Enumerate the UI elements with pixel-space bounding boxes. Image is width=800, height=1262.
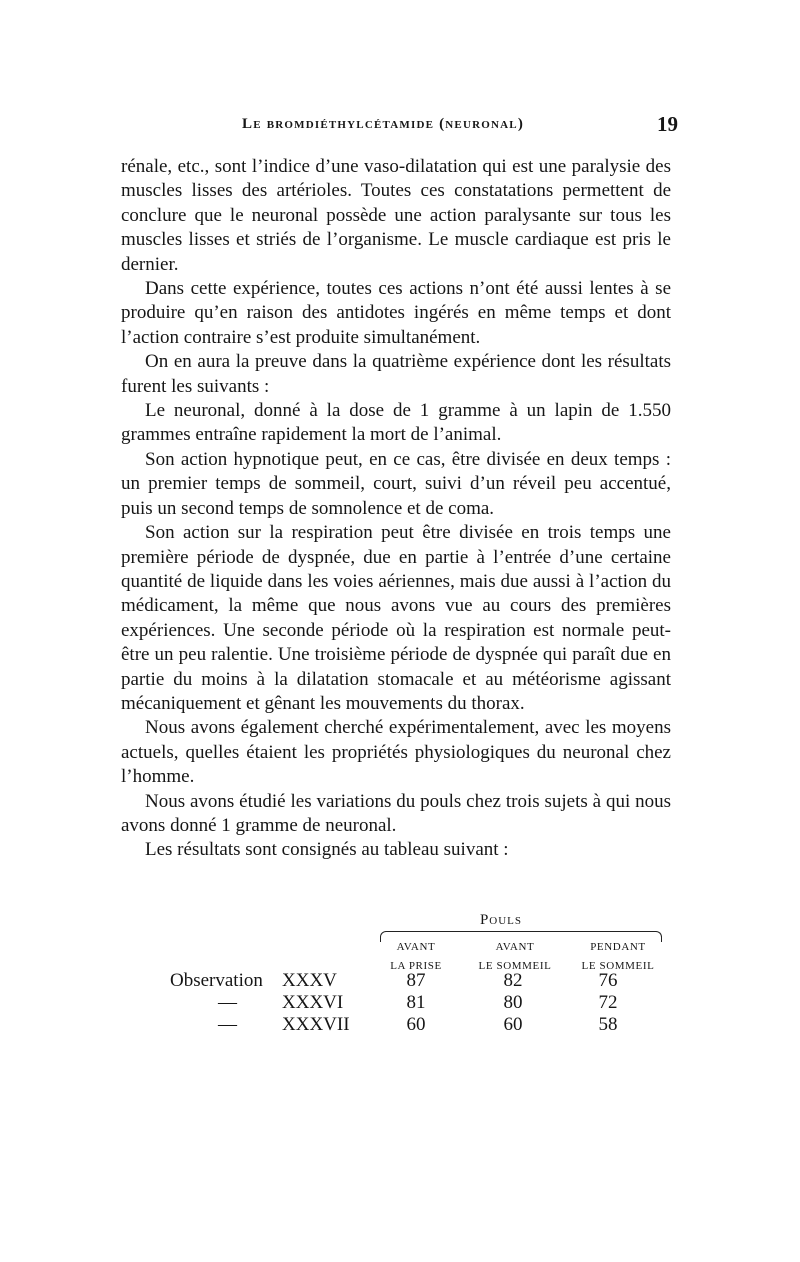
running-header — [242, 112, 678, 144]
pulse-table — [170, 912, 670, 1035]
row-dash: — — [218, 1014, 237, 1035]
cell-value: 60 — [406, 1014, 426, 1035]
table-row — [170, 992, 670, 1014]
column-header-line: AVANT — [396, 941, 436, 953]
paragraph: Nous avons étudié les variations du pouls chez trois sujets à qui nous avons donné 1 gramme de neuronal. — [121, 790, 671, 836]
cell-value: 87 — [406, 970, 426, 991]
body-text — [121, 155, 671, 863]
cell-value: 82 — [503, 970, 523, 991]
paragraph: Son action sur la respiration peut être divisée en trois temps une première période de dyspnée, due en partie à l’entrée d’une certaine quantité de liquide dans les voies aériennes, mais due aussi à l’action du médicament, la même que nous avons vue au cours des premières expériences. Une seconde période où la respiration est normale peut-être un peu ralentie. Une troisième période de dyspnée qui paraît due en partie du moins à la dilatation stomacale et au météorisme agissant mécaniquement et gênant les mouvements du thorax. — [121, 522, 671, 714]
paragraph: On en aura la preuve dans la quatrième expérience dont les résultats furent les suivants : — [121, 351, 671, 397]
row-roman: XXXVI — [282, 992, 344, 1013]
row-roman: XXXV — [282, 970, 337, 991]
table-group-header: Pouls — [479, 912, 523, 928]
cell-value: 81 — [406, 992, 426, 1013]
column-header-line: LA PRISE — [390, 960, 442, 972]
row-label: Observation — [170, 970, 263, 991]
paragraph: Le neuronal, donné à la dose de 1 gramme à un lapin de 1.550 grammes entraîne rapidement la mort de l’animal. — [121, 400, 671, 446]
paragraph: Nous avons également cherché expérimentalement, avec les moyens actuels, quelles étaient les propriétés physiologiques du neuronal chez l’homme. — [121, 717, 671, 788]
row-roman: XXXVII — [282, 1014, 350, 1035]
paragraph: Les résultats sont consignés au tableau suivant : — [145, 839, 509, 861]
cell-value: 80 — [503, 992, 523, 1013]
column-header-line: LE SOMMEIL — [478, 960, 552, 972]
page-number: 19 — [657, 112, 678, 136]
cell-value: 72 — [598, 992, 618, 1013]
row-dash: — — [218, 992, 237, 1013]
table-row — [170, 970, 670, 992]
column-header-line: PENDANT — [590, 941, 646, 953]
running-title: Le bromdiéthylcétamide (neuronal) — [242, 116, 525, 132]
cell-value: 76 — [598, 970, 618, 991]
column-header-line: LE SOMMEIL — [581, 960, 655, 972]
paragraph: Dans cette expérience, toutes ces actions n’ont été aussi lentes à se produire qu’en raison des antidotes ingérés en même temps et dont l’action contraire s’est produite simultanément. — [121, 278, 671, 348]
table-row — [170, 1014, 670, 1036]
paragraph: Son action hypnotique peut, en ce cas, être divisée en deux temps : un premier temps de sommeil, court, suivi d’un réveil peu accentué, puis un second temps de somnolence et de coma. — [121, 448, 671, 519]
column-header-line: AVANT — [495, 941, 535, 953]
cell-value: 60 — [503, 1014, 523, 1035]
cell-value: 58 — [598, 1014, 618, 1035]
paragraph: rénale, etc., sont l’indice d’une vaso-dilatation qui est une paralysie des muscles lisses des artérioles. Toutes ces constatations permettent de conclure que le neuronal possède une action paralysante sur tous les muscles lisses et striés de l’organisme. Le muscle cardiaque est pris le dernier. — [121, 156, 671, 275]
